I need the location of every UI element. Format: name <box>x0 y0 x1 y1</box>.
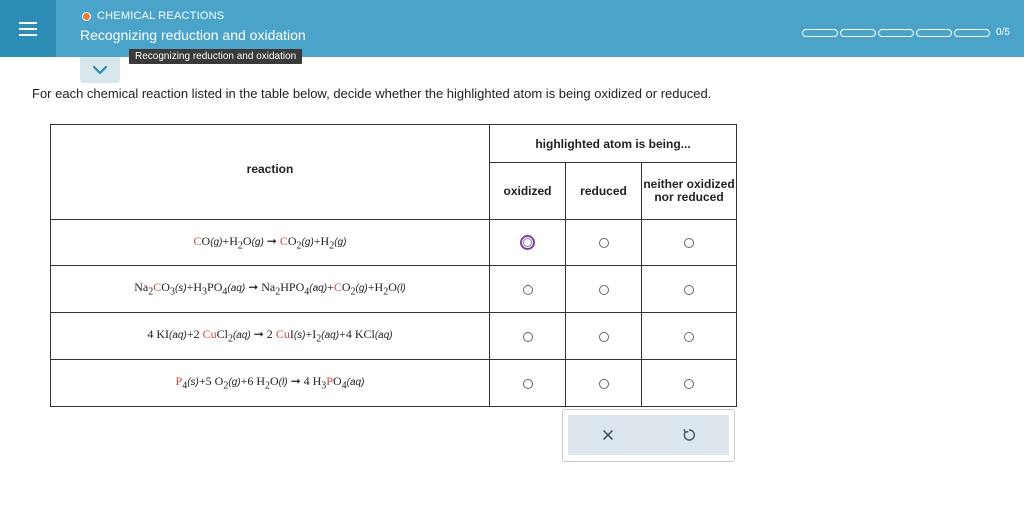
radio-reduced[interactable] <box>599 285 609 295</box>
reaction-table <box>50 124 737 407</box>
clear-button[interactable] <box>588 420 628 450</box>
reaction-equation: $Na_2CO_3(s)+H_3PO_4(aq)$ ➞ $Na_2HPO_4(aq)+CO_2(g)+H_2O(l)$ <box>51 266 490 313</box>
category-label: CHEMICAL REACTIONS <box>97 10 225 22</box>
progress-indicator <box>802 27 1010 38</box>
radio-reduced[interactable] <box>599 238 609 248</box>
progress-segment <box>802 29 838 37</box>
answer-actions-panel <box>562 409 735 462</box>
undo-icon <box>682 428 696 442</box>
hamburger-menu-icon <box>19 22 37 24</box>
x-close-icon <box>602 429 614 441</box>
menu-button[interactable] <box>0 0 56 57</box>
answer-actions-bar <box>568 415 729 455</box>
page-title: Recognizing reduction and oxidation <box>80 27 306 43</box>
table-row <box>51 266 737 313</box>
highlighted-atom-group-header: highlighted atom is being... <box>490 125 737 163</box>
instructions-text: For each chemical reaction listed in the table below, decide whether the highlighted atom is being oxidized or reduced. <box>32 86 712 101</box>
column-neither-header: neither oxidized nor reduced <box>642 163 737 220</box>
table-row <box>51 360 737 407</box>
collapse-header-button[interactable] <box>80 57 120 83</box>
radio-neither[interactable] <box>684 238 694 248</box>
radio-neither[interactable] <box>684 332 694 342</box>
progress-segment <box>840 29 876 37</box>
undo-button[interactable] <box>669 420 709 450</box>
category-status-icon <box>82 12 91 21</box>
radio-reduced[interactable] <box>599 332 609 342</box>
table-row <box>51 313 737 360</box>
reaction-equation: $P_4(s)+5$ $O_2(g)+6$ $H_2O(l)$ ➞ 4 $H_3PO_4(aq)$ <box>51 360 490 407</box>
reaction-equation: $CO(g)+H_2O(g)$ ➞ $CO_2(g)+H_2(g)$ <box>51 220 490 266</box>
topic-category <box>82 10 224 22</box>
radio-neither[interactable] <box>684 285 694 295</box>
radio-oxidized[interactable] <box>523 332 533 342</box>
table-row <box>51 220 737 266</box>
chevron-down-icon <box>92 65 108 75</box>
reaction-column-header: reaction <box>51 125 490 220</box>
title-tooltip: Recognizing reduction and oxidation <box>129 49 302 64</box>
radio-reduced[interactable] <box>599 379 609 389</box>
reaction-equation: 4 KI(aq)+2 CuCl$_2$(aq) ➞ 2 $CuI(s)+I_2(aq)+4$ KCl(aq) <box>51 313 490 360</box>
radio-oxidized[interactable] <box>520 235 535 250</box>
progress-segment <box>878 29 914 37</box>
radio-neither[interactable] <box>684 379 694 389</box>
progress-segment <box>954 29 990 37</box>
radio-oxidized[interactable] <box>523 379 533 389</box>
radio-oxidized[interactable] <box>523 285 533 295</box>
column-reduced-header: reduced <box>566 163 642 220</box>
progress-segment <box>916 29 952 37</box>
progress-count: 0/5 <box>996 27 1010 38</box>
column-oxidized-header: oxidized <box>490 163 566 220</box>
